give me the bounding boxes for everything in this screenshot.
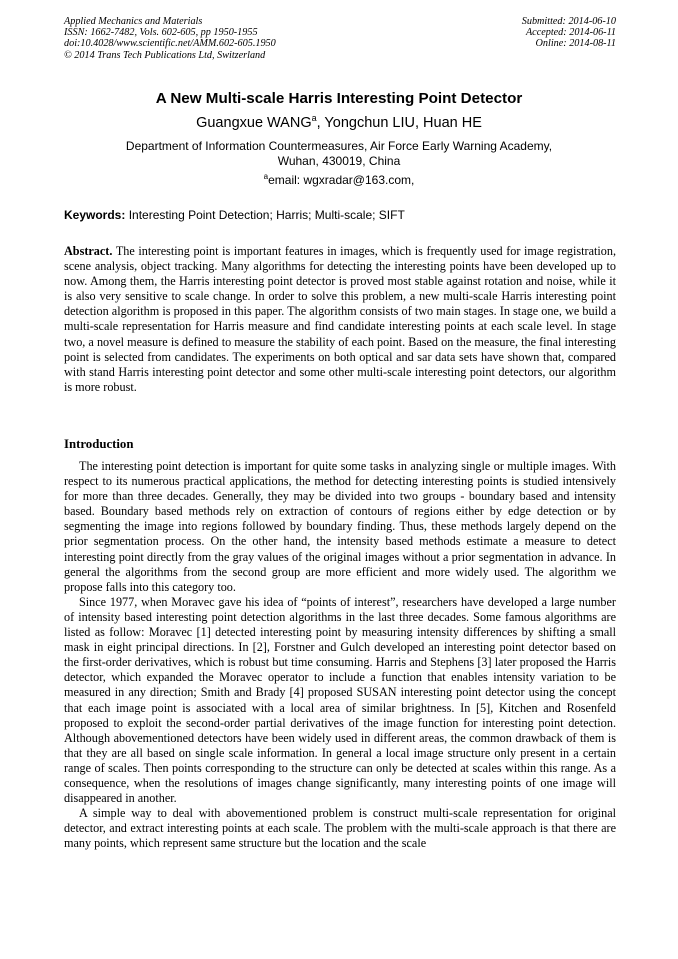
author-email xyxy=(0,173,678,187)
author-superscript: a xyxy=(311,113,317,124)
paragraph: Since 1977, when Moravec gave his idea of “points of interest”, researchers have developed a large number of intensity based interesting point detection algorithms in the last three decades. Some famous algorithms are listed as follow: Moravec [1] detected interesting point by measuring intensity differences by shifting a small mask in eight principal directions. In [2], Forstner and Gulch developed an interesting point detector based on the first-order derivatives, which is robust but time consuming. Harris and Stephens [3] later proposed the Harris detector, which expanded the Moravec operator to include a function that enables intensity variation to be measured in any direction; Smith and Brady [4] proposed SUSAN interesting point detector using the concept that each image point is associated with a local area of similar brightness. In [5], Kitchen and Rosenfeld proposed to exploit the second-order partial derivatives of the image function for interesting point detection. Although abovementioned detectors have been widely used in different areas, the common drawback of them is that they are all based on single scale information. In general a local image structure only present in a certain range of scales. Then points corresponding to the structure can only be detected at scales within this range. As a consequence, when the resolutions of images change significantly, many interesting points of one image will disappeared in another. xyxy=(64,594,616,806)
paragraph: A simple way to deal with abovementioned problem is construct multi-scale representation for original detector, and extract interesting points at each scale. The problem with the multi-scale approach is that there are many points, which represent same structure but the location and the scale xyxy=(64,806,616,851)
keywords xyxy=(64,208,616,222)
accepted-date: Accepted: 2014-06-11 xyxy=(525,27,616,39)
paper-title: A New Multi-scale Harris Interesting Point Detector xyxy=(155,90,523,107)
journal-issn: ISSN: 1662-7482, Vols. 602-605, pp 1950-1955 xyxy=(64,27,258,39)
abstract-label: Abstract. xyxy=(64,244,113,258)
introduction-body xyxy=(64,459,616,851)
online-date: Online: 2014-08-11 xyxy=(535,38,616,50)
journal-info xyxy=(64,16,394,61)
email-superscript: a xyxy=(263,172,269,181)
abstract xyxy=(64,244,616,395)
first-author: Guangxue WANG xyxy=(196,115,312,131)
introduction-heading: Introduction xyxy=(64,437,134,451)
email-text: email: wgxradar@163.com, xyxy=(268,173,415,187)
publication-dates xyxy=(386,16,616,50)
keywords-text: Interesting Point Detection; Harris; Multi-scale; SIFT xyxy=(128,208,405,222)
author-list xyxy=(0,114,678,132)
abstract-text: The interesting point is important features in images, which is frequently used for image registration, scene analysis, object tracking. Many algorithms for detecting the interesting points have been developed up to now. Among them, the Harris interesting point detector is proved most stable against rotation and noise, while it is also very sensitive to scale change. In order to solve this problem, a new multi-scale Harris interesting point detection algorithm is proposed in this paper. The algorithm consists of two main stages. In stage one, we build a multi-scale representation for Harris measure and find candidate interesting points at each scale level. In stage two, a novel measure is defined to measure the stability of each point. Based on the measure, the final interesting point is selected from candidates. The experiments on both optical and sar data sets have shown that, compared with stand Harris interesting point detector and some other multi-scale interesting point detectors, our algorithm is more robust. xyxy=(64,244,616,394)
paragraph: The interesting point detection is important for quite some tasks in analyzing single or multiple images. With respect to its numerous practical applications, the method for detecting interesting points is studied intensively for more than three decades. Generally, they may be divided into two groups - boundary based and intensity based. Boundary based methods rely on extraction of contours of regions either by edge detection or by segmenting the image into regions followed by boundary finding. Thus, these methods largely depend on the prior segmentation process. On the other hand, the intensity based methods estimate a measure to detect interesting point directly from the gray values of the original images without a prior segmentation in advance. In general the algorithms from the second group are more efficient and more widely used. The algorithm we propose falls into this category too. xyxy=(64,459,616,594)
journal-name: Applied Mechanics and Materials xyxy=(64,16,203,27)
journal-copyright: © 2014 Trans Tech Publications Ltd, Switzerland xyxy=(64,49,266,61)
affiliation-line-2: Wuhan, 430019, China xyxy=(277,153,401,168)
other-authors: , Yongchun LIU, Huan HE xyxy=(316,115,482,131)
submitted-date: Submitted: 2014-06-10 xyxy=(521,16,616,27)
affiliation-line-1: Department of Information Countermeasures, Air Force Early Warning Academy, xyxy=(125,139,553,153)
keywords-label: Keywords: xyxy=(64,208,126,222)
journal-doi: doi:10.4028/www.scientific.net/AMM.602-605.1950 xyxy=(64,38,276,50)
affiliation xyxy=(0,139,678,168)
